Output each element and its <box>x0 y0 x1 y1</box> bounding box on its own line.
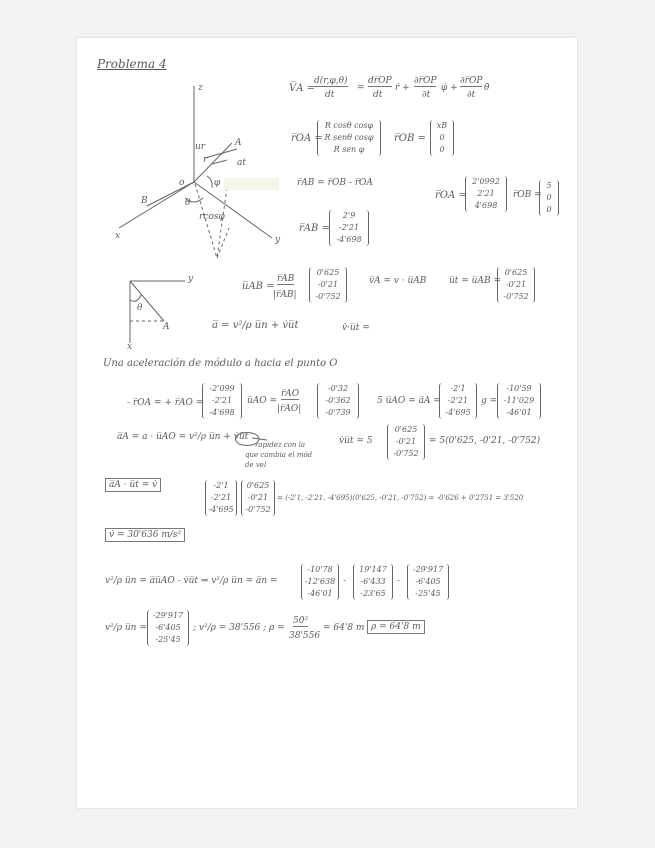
aa2-matrix: -10'59 -11'029 -46'01 <box>497 383 541 419</box>
roa-matrix: R cosθ cosφ R senθ cosφ R sen φ <box>317 120 381 156</box>
accel-eq: a̅ = v²/ρ u̅n + v̇u̅t <box>212 320 299 331</box>
point-a-label: A <box>235 138 242 148</box>
axis-y-label: y <box>275 235 281 245</box>
ut-matrix: 0'625 -0'21 -0'752 <box>497 267 535 303</box>
note-line-3: de vel <box>245 461 267 469</box>
r-label: r <box>203 155 208 165</box>
note-line-2: que cambia el mód <box>245 451 313 459</box>
rab-definition: r̅AB = r̅OB - r̅OA <box>297 178 373 188</box>
frac1-num: d(r,φ,θ) <box>314 76 348 86</box>
aa-eq: 5 u̅AO = a̅A = <box>377 396 441 406</box>
uab-matrix: 0'625 -0'21 -0'752 <box>309 267 347 303</box>
vut-rest: = 5(0'625, -0'21, -0'752) <box>429 436 541 446</box>
rab-matrix: 2'9 -2'21 -4'698 <box>329 210 369 246</box>
va-eq: v̅A = v · u̅AB <box>369 276 427 286</box>
last-matrix: -29'917 -6'405 -25'45 <box>147 610 189 646</box>
frac4-den: ∂t <box>467 90 476 100</box>
boxed-result-2: v̇ = 30'636 m/s² <box>105 528 185 542</box>
phi-label: φ <box>214 178 221 188</box>
theta-label: θ <box>185 198 191 208</box>
un-matrix-1: -10'78 -12'638 -46'01 <box>301 564 339 600</box>
point-b-label: B <box>141 196 148 206</box>
dot-matrix-1: -2'1 -2'21 -4'695 <box>205 480 237 516</box>
small-y-label: y <box>188 274 194 284</box>
problem-title: Problema 4 <box>97 57 167 71</box>
un-eq: v²/ρ u̅n = a̅u̅AO - v̇u̅t ⇒ v²/ρ u̅n = a̅n = <box>105 576 278 586</box>
rao-def: - r̅OA = + r̅AO = <box>127 398 204 408</box>
small-x-label: x <box>127 342 133 352</box>
rab-label: r̅AB = <box>299 223 330 234</box>
roa2-matrix: 2'0992 2'21 4'698 <box>465 176 507 212</box>
last-frac-den: 38'556 <box>289 631 321 641</box>
frac2-num: dr̅OP <box>368 76 392 86</box>
accel-phrase: Una aceleración de módulo a hacia el punto O <box>103 358 338 369</box>
un-matrix-2: 19'147 -6'433 -23'65 <box>353 564 393 600</box>
uao-num: r̅AO <box>281 389 300 399</box>
va-eq-lhs: V̅A = <box>289 83 316 94</box>
roa-label: r̅OA = <box>291 133 323 144</box>
boxed-result-1: a̅A · u̅t = v̇ <box>105 478 161 492</box>
aa-line: a̅A = a · u̅AO = v²/ρ u̅n + v̇u̅t <box>117 432 249 442</box>
uao-lhs: u̅AO = <box>247 396 278 406</box>
rao-matrix: -2'099 -2'21 -4'698 <box>202 383 242 419</box>
uao-matrix: -0'32 -0'362 -0'739 <box>317 383 359 419</box>
aa-matrix: -2'1 -2'21 -4'695 <box>439 383 477 419</box>
uat-label: at <box>237 158 246 168</box>
rob2-matrix: 5 0 0 <box>539 180 559 216</box>
rob2-label: r̅OB = <box>513 190 542 200</box>
handwritten-page: Problema 4 z x y o A B ur at θ rcosφ r φ V̅A = d(r,φ,θ) dt = dr̅OP dt ṙ + ∂r̅OP ∂t φ̇ + ∂r̅OP ∂t θ̇ r̅OA = R cosθ cosφ R senθ cosφ R sen φ r̅OB = xB 0 0 r̅AB = r̅OB - r̅OA r̅OA = 2'0992 2'21 4'698 r̅OB = 5 0 0 r̅AB = 2'9 -2'21 -4'698 y θ A x u̅AB = r̅AB |r̅AB| 0'625 -0'21 -0'752 v̅A = v · u̅AB u̅t = u̅AB = 0'625 -0'21 -0'752 a̅ = v²/ρ u̅n + v̇u̅t v̇·u̅t = Una aceleración de módulo a hacia el punto O - r̅OA = + r̅AO = -2'099 -2'21 -4'698 u̅AO = r̅AO |r̅AO| -0'32 -0'362 -0'739 5 u̅AO = a̅A = -2'1 -2'21 -4'695 g = -10'59 -11'029 -46'01 a̅A = a · u̅AO = v²/ρ u̅n + v̇u̅t rapidez con la que cambia el mód de vel v̇u̅t = 5 0'625 -0'21 -0'752 = 5(0'625, -0'21, -0'752) a̅A · u̅t = v̇ -2'1 -2'21 -4'695 0'625 -0'21 -0'752 = (-2'1, -2'21, -4'695)(0'625, -0'21, -0'752) = -0'626 + 0'2751 = 3'520 v̇ = 30'636 m/s² v²/ρ u̅n = a̅u̅AO - v̇u̅t ⇒ v²/ρ u̅n = a̅n = -10'78 -12'638 -46'01 - 19'147 -6'433 -23'65 - -29'917 -6'405 -25'45 v²/ρ u̅n = -29'917 -6'405 -25'45 ; v²/ρ = 38'556 ; ρ = 50² 38'556 = 64'8 m ρ = 64'8 m <box>77 38 577 808</box>
frac2-den: dt <box>373 90 383 100</box>
un-matrix-3: -29'917 -6'405 -25'45 <box>407 564 449 600</box>
ut-lhs: u̅t = u̅AB = <box>449 276 501 286</box>
eq1-t1: φ̇ + <box>441 83 458 93</box>
vut-eq: v̇·u̅t = <box>342 323 370 333</box>
frac3-num: ∂r̅OP <box>414 76 437 86</box>
frac1-den: dt <box>325 90 335 100</box>
uab-lhs: u̅AB = <box>242 281 275 292</box>
axis-z-label: z <box>198 83 203 93</box>
last-frac-num: 50² <box>293 616 309 626</box>
g-label: g = <box>481 396 498 406</box>
roa2-label: r̅OA = <box>435 190 467 201</box>
ur-label: ur <box>195 142 206 152</box>
rcos-label: rcosφ <box>199 212 225 222</box>
small-theta-label: θ <box>137 303 143 313</box>
frac3-den: ∂t <box>422 90 431 100</box>
origin-label: o <box>179 178 185 188</box>
vut-calc: v̇u̅t = 5 <box>339 436 373 446</box>
note-line-1: rapidez con la <box>255 441 306 449</box>
vut-matrix: 0'625 -0'21 -0'752 <box>387 424 425 460</box>
rob-label: r̅OB = <box>394 133 426 144</box>
last-lhs: v²/ρ u̅n = <box>105 623 147 633</box>
uab-den: |r̅AB| <box>273 290 297 300</box>
dot-rest: = (-2'1, -2'21, -4'695)(0'625, -0'21, -0'752) = -0'626 + 0'2751 = 3'520 <box>277 494 524 502</box>
rob-matrix: xB 0 0 <box>430 120 454 156</box>
boxed-result-3: ρ = 64'8 m <box>367 620 425 634</box>
small-a-label: A <box>163 322 170 332</box>
uab-num: r̅AB <box>277 274 295 284</box>
uao-den: |r̅AO| <box>277 404 302 414</box>
frac4-num: ∂r̅OP <box>460 76 483 86</box>
last-eq: = 64'8 m <box>323 623 365 633</box>
axis-x-label: x <box>115 231 121 241</box>
eq1-t2: θ̇ <box>484 83 490 93</box>
dot-matrix-2: 0'625 -0'21 -0'752 <box>241 480 275 516</box>
last-rest: ; v²/ρ = 38'556 ; ρ = <box>193 623 285 633</box>
